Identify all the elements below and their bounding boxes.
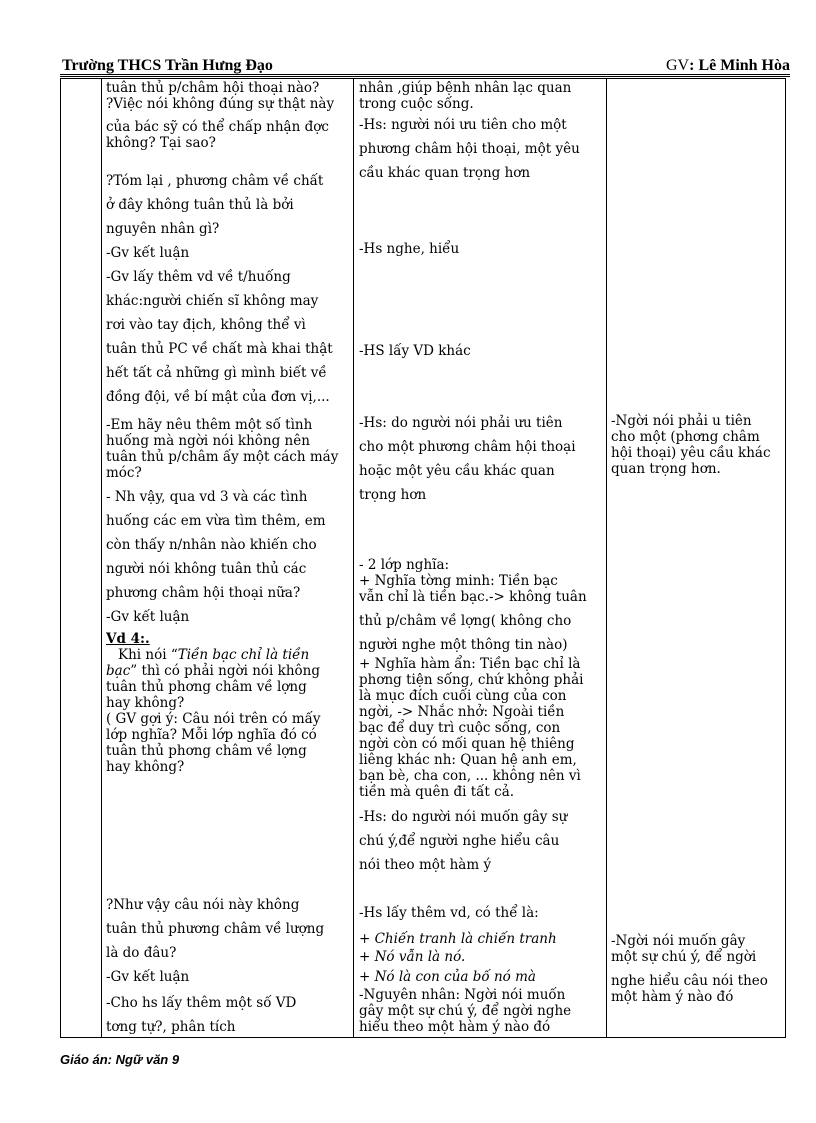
text-line: -Gv kết luận	[106, 969, 190, 985]
example-heading: Vd 4:.	[106, 631, 150, 647]
text-line: là do đâu?	[106, 945, 177, 961]
text-line: tuân thủ phơng châm về lợng	[106, 679, 307, 695]
quote-text: Tiền bạc chỉ là tiền	[177, 647, 310, 663]
text-line: người nói không tuân thủ các	[106, 561, 307, 577]
text-line: nghe hiểu câu nói theo	[611, 973, 768, 989]
text-line: không? Tại sao?	[106, 135, 216, 151]
text-line: một hàm ý nào đó	[611, 989, 734, 1005]
text-line: liêng khác nh: Quan hệ anh em,	[359, 752, 577, 768]
school-name: Trường THCS Trần Hưng Đạo	[62, 57, 273, 74]
text-line: bạn bè, cha con, ... không nên vì	[359, 768, 581, 784]
text-line: -Hs: người nói ưu tiên cho một	[359, 117, 567, 133]
text-line: -Cho hs lấy thêm một số VD	[106, 995, 297, 1011]
text-line: + Nghĩa hàm ẩn: Tiền bạc chỉ là	[359, 656, 581, 672]
text-line	[106, 663, 320, 679]
text-line: gây một sự chú ý, để ngời nghe	[359, 1003, 572, 1019]
text-line: -Gv kết luận	[106, 609, 190, 625]
teacher-label: GV	[666, 57, 690, 74]
text-line: là mục đích cuối cùng của con	[359, 688, 567, 704]
text-line: bạc để duy trì cuộc sống, con	[359, 720, 561, 736]
text-line: hội thoại) yêu cầu khác	[611, 445, 771, 461]
text-line: -Gv kết luận	[106, 245, 190, 261]
text-line: rơi vào tay địch, không thể vì	[106, 317, 306, 333]
text-line: quan trọng hơn.	[611, 461, 721, 477]
text-line: người nghe một thông tin nào)	[359, 637, 568, 653]
text-line: -Ngời nói phải u tiên	[611, 413, 752, 429]
text-line: -Hs: do người nói muốn gây sự	[359, 809, 568, 825]
text-line: trọng hơn	[359, 487, 427, 503]
text-line: ?Như vậy câu nói này không	[106, 897, 300, 913]
text-line: tuân thủ phơng châm về lợng	[106, 743, 307, 759]
text-line: -Gv lấy thêm vd về t/huống	[106, 269, 291, 285]
text-line: ngời còn có mối quan hệ thiêng	[359, 736, 575, 752]
text-line: -Hs lấy thêm vd, có thể là:	[359, 905, 539, 921]
text-line: tuân thủ p/châm hội thoại nào?	[106, 80, 320, 96]
text-line: trong cuộc sống.	[359, 96, 474, 112]
text-line: hay không?	[106, 759, 185, 775]
lesson-table	[60, 78, 786, 1038]
text-line: của bác sỹ có thể chấp nhận đợc	[106, 119, 329, 135]
text-line: tuân thủ PC về chất mà khai thật	[106, 341, 333, 357]
text-line: nhân ,giúp bệnh nhân lạc quan	[359, 80, 572, 96]
text-line: hay không?	[106, 695, 185, 711]
text-line: khác:người chiến sĩ không may	[106, 293, 319, 309]
text-line: -Ngời nói muốn gây	[611, 933, 746, 949]
text-line: nguyên nhân gì?	[106, 221, 220, 237]
text-line: lớp nghĩa? Mỗi lớp nghĩa đó có	[106, 727, 317, 743]
text-line: tuân thủ phương châm về lượng	[106, 921, 325, 937]
text-span: Khi nói “	[118, 647, 178, 663]
text-line: -HS lấy VD khác	[359, 343, 471, 359]
teacher-info	[666, 57, 790, 75]
text-line: nói theo một hàm ý	[359, 857, 492, 873]
text-line: đồng đội, về bí mật của đơn vị,...	[106, 389, 330, 405]
text-line: -Nguyên nhân: Ngời nói muốn	[359, 987, 566, 1003]
text-line: huống mà ngời nói không nên	[106, 433, 310, 449]
text-line: + Nghĩa tờng minh: Tiền bạc	[359, 573, 558, 589]
text-line: huống các em vừa tìm thêm, em	[106, 513, 326, 529]
column-divider	[353, 79, 354, 1037]
text-line: phơng tiện sống, chứ không phải	[359, 672, 584, 688]
text-line: móc?	[106, 465, 142, 481]
text-line: - Nh vậy, qua vd 3 và các tình	[106, 489, 308, 505]
text-line: còn thấy n/nhân nào khiến cho	[106, 537, 317, 553]
column-divider	[606, 79, 607, 1037]
text-line: ?Việc nói không đúng sự thật này	[106, 96, 335, 112]
text-line: hết tất cả những gì mình biết về	[106, 365, 327, 381]
header-rule	[60, 74, 790, 77]
text-line: tuân thủ p/châm ấy một cách máy	[106, 449, 339, 465]
text-line: một sự chú ý, để ngời	[611, 949, 757, 965]
text-line: thủ p/châm về lợng( không cho	[359, 613, 572, 629]
text-line: hiểu theo một hàm ý nào đó	[359, 1019, 551, 1035]
text-line: cho một (phơng châm	[611, 429, 760, 445]
text-line: tiền mà quên đi tất cả.	[359, 784, 515, 800]
text-line: -Em hãy nêu thêm một số tình	[106, 417, 313, 433]
text-line: - 2 lớp nghĩa:	[359, 557, 450, 573]
text-line: -Hs: do người nói phải ưu tiên	[359, 415, 563, 431]
text-line: + Chiến tranh là chiến tranh	[359, 931, 557, 947]
page-footer: Giáo án: Ngữ văn 9	[60, 1052, 180, 1067]
text-line: ?Tóm lại , phương châm về chất	[106, 173, 324, 189]
text-line: phương châm hội thoại nữa?	[106, 585, 301, 601]
text-span: ” thì có phải ngời nói không	[130, 663, 321, 679]
text-line: cho một phương châm hội thoại	[359, 439, 576, 455]
text-line: hoặc một yêu cầu khác quan	[359, 463, 555, 479]
column-divider	[101, 79, 102, 1037]
text-line: ở đây không tuân thủ là bởi	[106, 197, 294, 213]
teacher-name: : Lê Minh Hòa	[689, 57, 790, 74]
text-line: chú ý,để người nghe hiểu câu	[359, 833, 560, 849]
text-line: -Hs nghe, hiểu	[359, 241, 460, 257]
text-line: ( GV gợi ý: Câu nói trên có mấy	[106, 711, 321, 727]
text-line: phương châm hội thoại, một yêu	[359, 141, 580, 157]
text-line: tơng tự?, phân tích	[106, 1019, 236, 1035]
text-line	[118, 647, 309, 663]
text-line: cầu khác quan trọng hơn	[359, 165, 531, 181]
text-line: + Nó vẫn là nó.	[359, 949, 466, 965]
text-line: + Nó là con của bố nó mà	[359, 969, 536, 985]
text-line: vẫn chỉ là tiền bạc.-> không tuân	[359, 589, 587, 605]
text-line: ngời, -> Nhắc nhở: Ngoài tiền	[359, 704, 565, 720]
quote-text: bạc	[106, 663, 131, 679]
